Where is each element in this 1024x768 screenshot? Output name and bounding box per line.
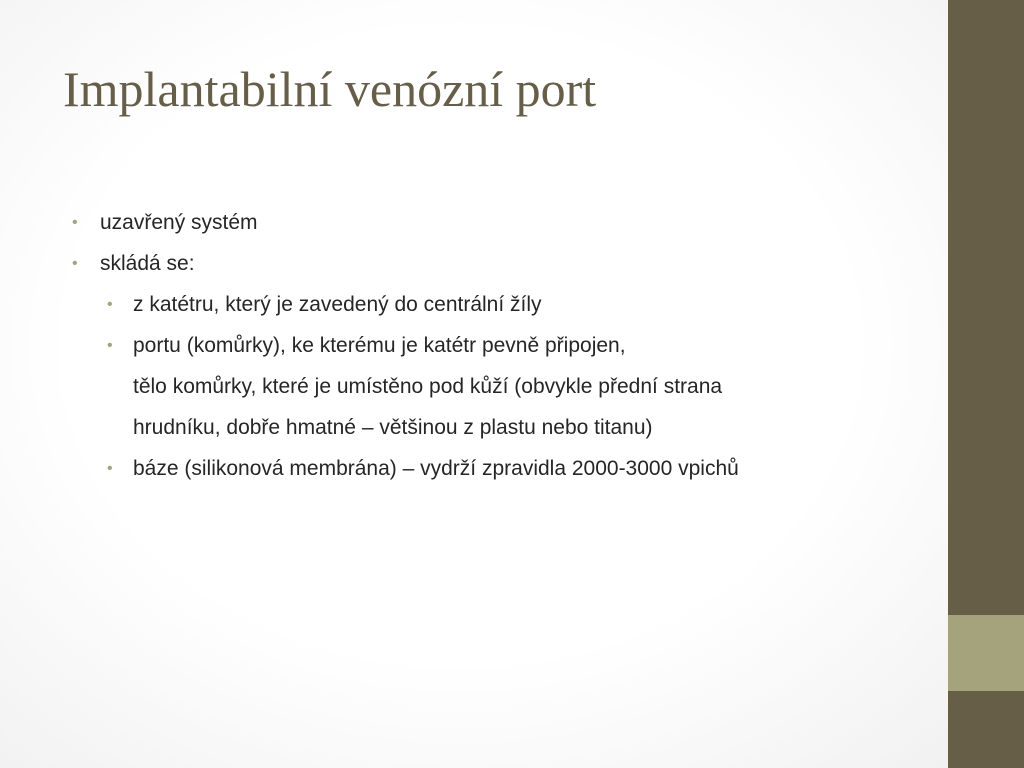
list-item-text: hrudníku, dobře hmatné – většinou z plastu nebo titanu) — [133, 416, 653, 439]
sub-list-item — [72, 284, 932, 325]
list-item-text: skládá se: — [100, 252, 195, 275]
bullet-icon: • — [107, 460, 113, 477]
list-item — [72, 202, 932, 243]
list-item-text: uzavřený systém — [100, 211, 258, 234]
list-item-text: portu (komůrky), ke kterému je katétr pevně připojen, — [133, 334, 626, 357]
sub-list-item-continuation — [72, 407, 932, 448]
slide-title: Implantabilní venózní port — [63, 61, 597, 117]
list-item-text: báze (silikonová membrána) – vydrží zpravidla 2000-3000 vpichů — [133, 457, 739, 480]
list-item-text: z katétru, který je zavedený do centrální žíly — [133, 293, 542, 316]
side-band-accent — [948, 615, 1024, 691]
sub-list-item-continuation — [72, 366, 932, 407]
bullet-icon: • — [107, 296, 113, 313]
list-item-text: tělo komůrky, které je umístěno pod kůží (obvykle přední strana — [133, 375, 723, 398]
sub-list-item — [72, 448, 932, 489]
list-item — [72, 243, 932, 284]
bullet-icon: • — [72, 214, 78, 231]
sub-list-item — [72, 325, 932, 366]
bullet-icon: • — [107, 337, 113, 354]
bullet-icon: • — [72, 255, 78, 272]
bullet-list — [72, 202, 932, 489]
